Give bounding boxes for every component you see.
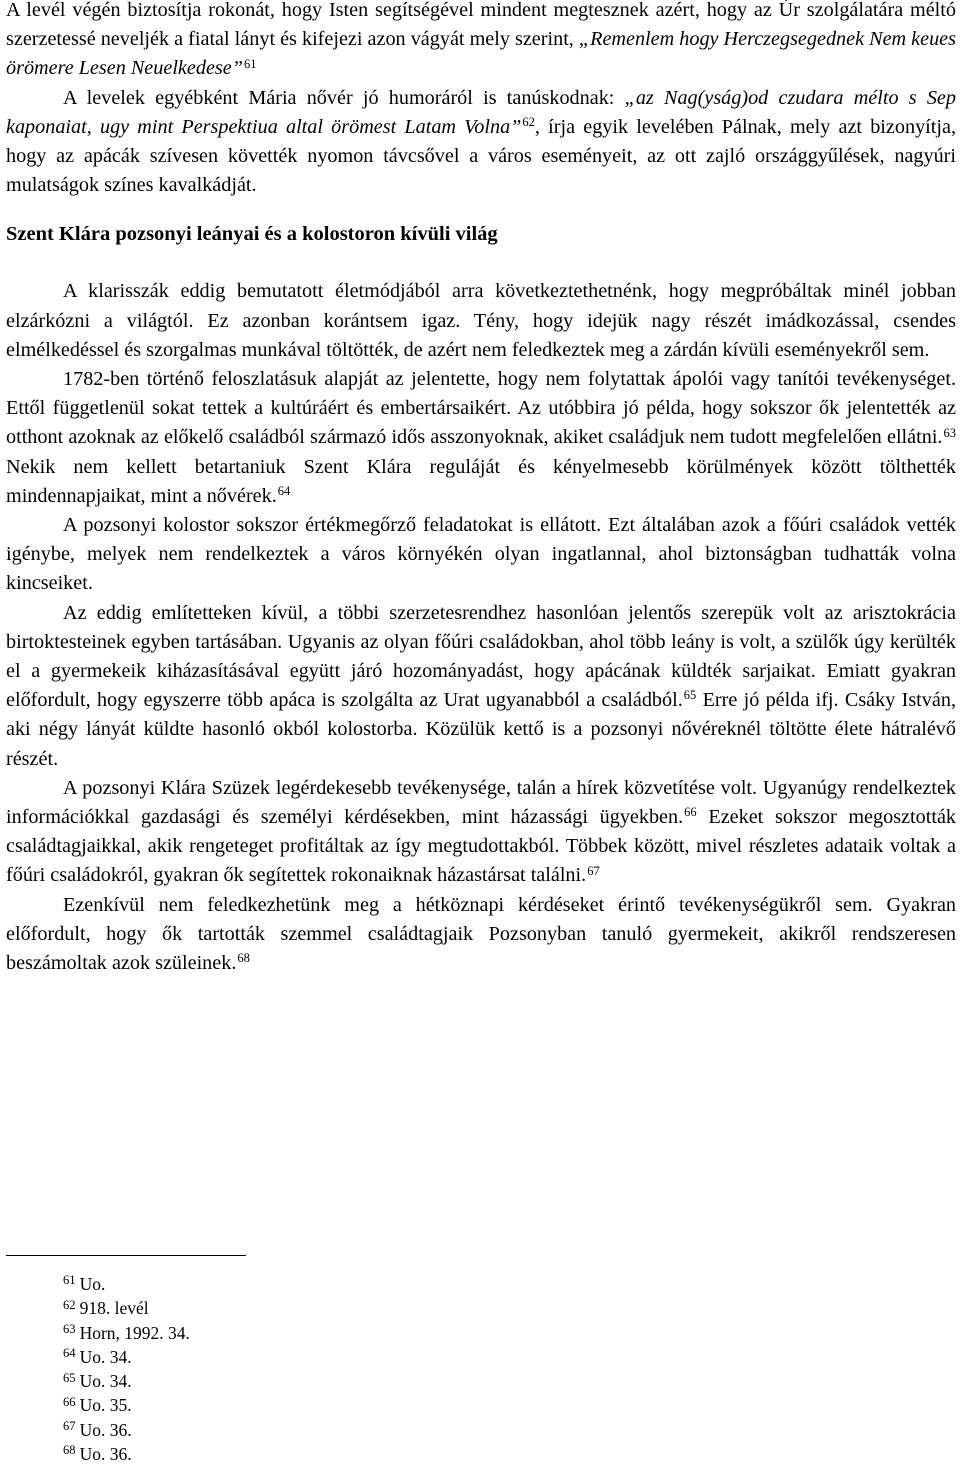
- footnote-reference: 61: [243, 56, 257, 71]
- footnote-text: Uo. 34.: [79, 1346, 132, 1367]
- paragraph-text: A levelek egyébként Mária nővér jó humoráról is tanúskodnak:: [63, 86, 625, 109]
- footnote-reference: 67: [587, 863, 600, 878]
- paragraph-intro: [6, 0, 956, 84]
- paragraph-5: [6, 774, 956, 891]
- footnote-reference: 62: [522, 114, 535, 129]
- footnote-number: 67: [63, 1419, 76, 1434]
- paragraph-text: Az eddig említetteken kívül, a többi szerzetesrendhez hasonlóan jelentős szerepük volt az arisztokrácia birtoktesteinek egyben tartásában. Ugyanis az olyan főúri családokban, ahol több leány is volt, a szülők úgy kerülték el a gyermekeik kiházasításával együtt járó hozományadást, hogy apácának küldték sarjaikat. Emiatt gyakran előfordult, hogy egyszerre több apáca is szolgálta az Urat ugyanabból a családból.: [6, 601, 956, 712]
- footnote-number: 62: [63, 1297, 76, 1312]
- footnote-item: [63, 1393, 190, 1417]
- paragraph-text: A levél végén biztosítja rokonát, hogy Isten segítségével mindent megtesznek azért, hogy az Úr szolgálatára méltó szerzetessé neveljék a fiatal lányt és kifejezi azon vágyát mely szerint,: [6, 0, 956, 51]
- paragraph-text: Ezenkívül nem feledkezhetünk meg a hétköznapi kérdéseket érintő tevékenységükről sem. Gyakran előfordult, hogy ők tartották szemmel családtagjaik Pozsonyban tanuló gyermekeit, akikről rendszeresen beszámoltak azok szüleinek.: [6, 893, 956, 975]
- footnote-text: Uo. 35.: [79, 1395, 132, 1416]
- footnote-item: [63, 1369, 190, 1393]
- quote-italic: „Remenlem hogy Herczegsegednek Nem keues örömere Lesen Neuelkedese”: [6, 28, 956, 80]
- footnotes: [63, 1272, 190, 1466]
- paragraph-text: 1782-ben történő feloszlatásuk alapját az jelentette, hogy nem folytattak ápolói vagy tanítói tevékenységet. Ettől függetlenül sokat tettek a kultúráért és embertársaikért. Az utóbbira jó példa, hogy sokszor ők jelentették az otthont azoknak az előkelő családból származó idős asszonyoknak, akiket családjuk nem tudott megfelelően ellátni.: [6, 368, 956, 449]
- paragraph-3: [6, 511, 956, 599]
- footnote-text: 918. levél: [79, 1298, 149, 1319]
- footnote-item: [63, 1345, 190, 1369]
- section-heading: Szent Klára pozsonyi leányai és a kolostoron kívüli világ: [6, 223, 498, 246]
- paragraph-text: A klarisszák eddig bemutatott életmódjából arra következtethetnénk, hogy megpróbáltak minél jobban elzárkózni a világtól. Ez azonban korántsem igaz. Tény, hogy idejük nagy részét imádkozással, csendes elmélkedéssel és szorgalmas munkával töltötték, de azért nem feledkeztek meg a zárdán kívüli eseményekről sem.: [6, 280, 956, 361]
- footnote-text: Uo. 34.: [79, 1371, 132, 1392]
- footnote-item: [63, 1418, 190, 1442]
- footnote-item: [63, 1321, 190, 1345]
- footnote-reference: 63: [943, 425, 956, 440]
- paragraph-text: , írja egyik levelében Pálnak, mely azt bizonyítja, hogy az apácák szívesen követték nyomon távcsővel a város eseményeit, az ott zajló országgyűlések, nagyúri mulatságok színes kavalkádját.: [6, 115, 956, 197]
- footnote-number: 63: [63, 1321, 76, 1336]
- document-page: [6, 0, 956, 1465]
- paragraph-humor: [6, 84, 956, 201]
- footnote-reference: 65: [683, 688, 697, 703]
- footnote-text: Uo. 36.: [79, 1419, 132, 1440]
- footnote-item: [63, 1296, 190, 1320]
- footnote-reference: 68: [237, 951, 250, 966]
- quote-italic: „az Nag(yság)od czudara mélto s Sep kaponaiat, ugy mint Perspektiua altal örömest Latam Volna”: [6, 86, 956, 138]
- paragraph-1: [6, 277, 956, 365]
- footnote-reference: 66: [684, 805, 697, 820]
- footnote-number: 66: [63, 1394, 76, 1409]
- footnote-reference: 64: [277, 483, 291, 498]
- footnote-item: [63, 1272, 190, 1296]
- footnote-item: [63, 1442, 190, 1466]
- footnote-number: 68: [63, 1443, 76, 1458]
- footnote-text: Uo.: [79, 1274, 106, 1294]
- paragraph-text: Ezeket sokszor megosztották családtagjaikkal, akik rengeteget profitáltak az így megtudottakból. Többek között, mivel részletes adataik voltak a főúri családokról, gyakran ők segítettek rokonaiknak házastársat találni.: [6, 806, 956, 887]
- paragraph-2: [6, 365, 956, 511]
- paragraph-text: Nekik nem kellett betartaniuk Szent Klára reguláját és kényelmesebb körülmények között tölthették mindennapjaikat, mint a nővérek.: [6, 455, 956, 507]
- footnote-text: Horn, 1992. 34.: [79, 1322, 190, 1343]
- footnote-separator: [6, 1255, 246, 1256]
- footnote-number: 61: [63, 1273, 76, 1288]
- paragraph-text: A pozsonyi kolostor sokszor értékmegőrző feladatokat is ellátott. Ezt általában azok a főúri családok vették igénybe, melyek nem rendelkeztek a város környékén olyan ingatlannal, ahol biztonságban tudhatták volna kincseiket.: [6, 514, 956, 595]
- paragraph-6: [6, 891, 956, 979]
- body-text: [6, 0, 956, 978]
- footnote-number: 64: [63, 1346, 76, 1361]
- footnote-text: Uo. 36.: [79, 1444, 132, 1465]
- paragraph-4: [6, 599, 956, 774]
- paragraph-text: Erre jó példa ifj. Csáky István, aki négy lányát küldte hasonló okból kolostorba. Közülük kettő is a pozsonyi nővéreknél töltötte élete hátralévő részét.: [6, 689, 956, 770]
- footnote-number: 65: [63, 1370, 76, 1385]
- paragraph-text: A pozsonyi Klára Szüzek legérdekesebb tevékenysége, talán a hírek közvetítése volt. Ugyanúgy rendelkeztek információkkal gazdasági és személyi kérdésekben, mint házassági ügyekben.: [6, 776, 956, 829]
